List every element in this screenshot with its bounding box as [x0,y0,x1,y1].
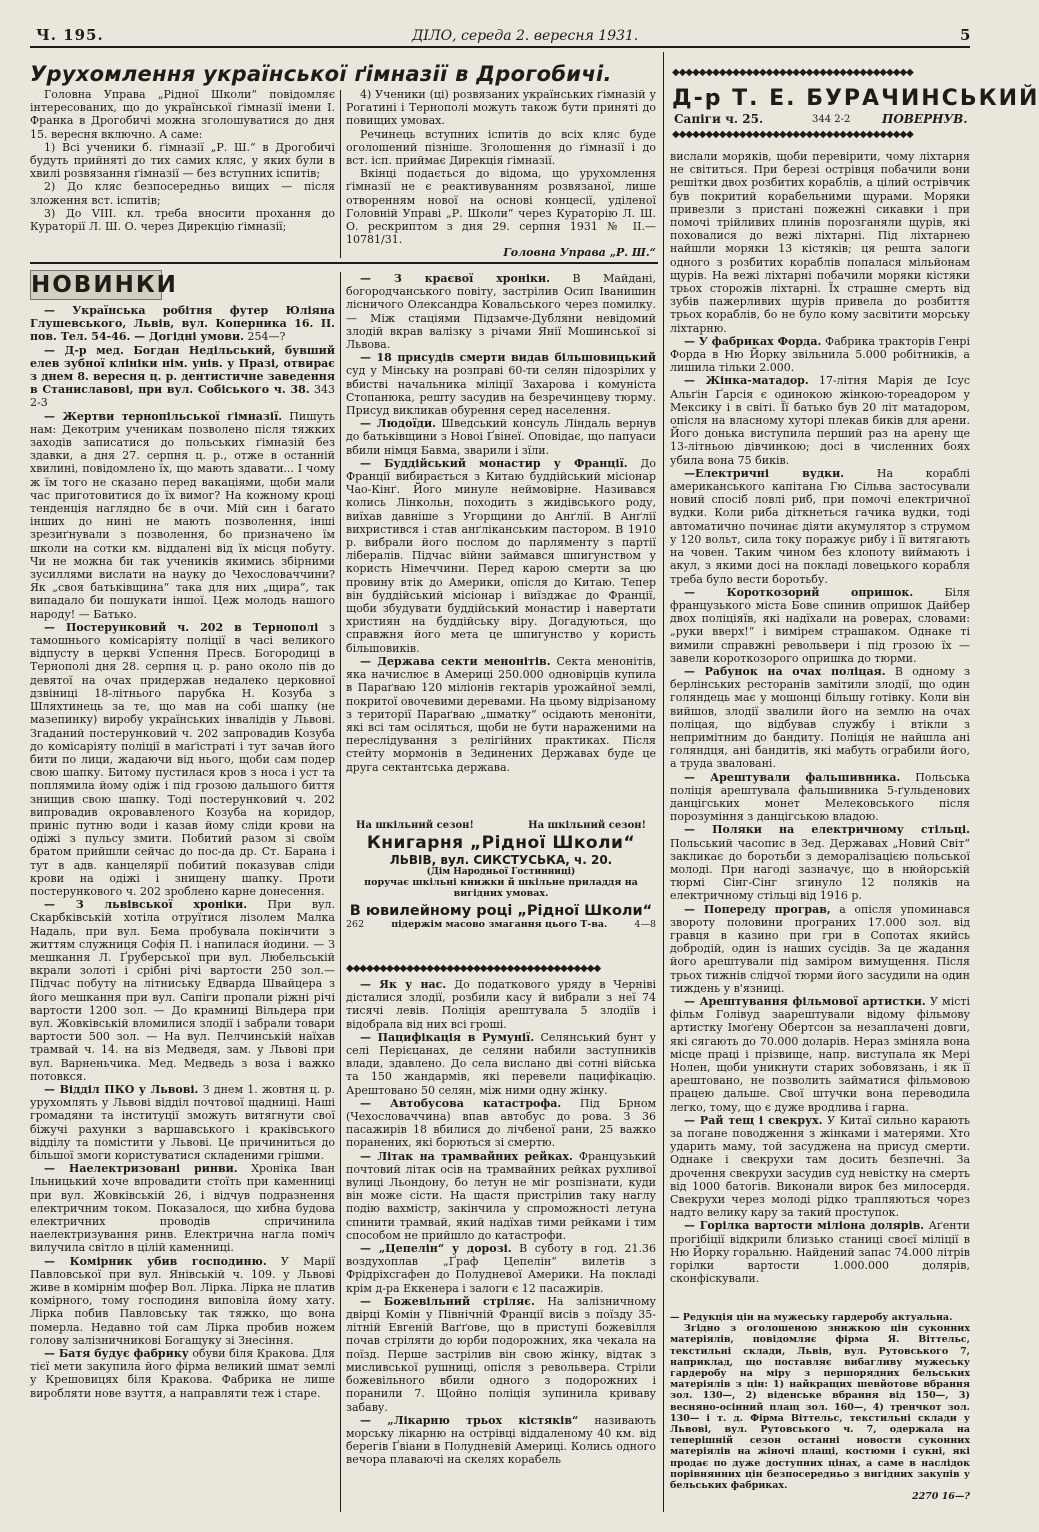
headline-article-col-1 [30,88,335,258]
news-item [670,335,970,375]
news-item [346,1150,656,1242]
news-item [30,410,335,621]
news-item-title: — Постерунковий ч. 202 в Тернополі [44,620,319,634]
news-item-text: 17-літня Марія де Ісус Альґін Ґарсія є одинокою жінкою-тореадором у Мексику і в світі. Її батько був 20 літ матадором, опісля на власному хуторі плекав биків для арени. Його донька виступила перший раз на арену ще 13-літньою дівчинкою; досі в численних боях убила вона 75 биків. [670,374,971,467]
news-item-title: — У фабриках Форда. [684,334,822,348]
news-column-left [30,304,335,1514]
column-rule-right [663,52,664,1512]
paragraph: 3) До VIII. кл. треба вносити прохання до Кураторії Л. Ш. О. через Дирекцію ґімназії; [30,206,335,234]
news-item-text: суд у Мінську на розправі 60-ти селян підозрілих у вбистві начальника міліції Захарова і комуніста Стопанюка, решту засудив на безречинцеву тюрму. Присуд викликав обурення серед населення. [346,364,656,418]
news-item [30,621,335,898]
news-item-text: В суботу в год. 21.36 воздухоплав „Ґраф Цепелін“ вилетів з Фрідріхсгафен до Полудневої Америки. На покладі крім д-ра Еккенера і залоги є 12 пасажирів. [346,1242,657,1295]
bookstore-offer: поручає шкільні книжки й шкільне приладдя на вигідних умовах. [364,877,638,899]
news-item [30,898,335,1083]
news-item-title: — Жінка-матадор. [684,374,809,388]
news-item-text: Фабрика тракторів Генрі Форда в Ню Йорку звільнила 5.000 робітників, а лишила тільки 2.000. [670,334,970,375]
bookstore-ad [346,820,656,960]
news-item-text: До податкового уряду в Черніві дісталися злодії, розбили касу й вибрали з неї 74 тисячі левів. Поліція арештувала 5 злодіїв і відобрала від них всі гроші. [346,978,656,1031]
season-line [346,820,656,831]
news-item-text: 343 2-3 [30,383,335,410]
news-item [670,374,970,466]
news-item-text: Аґенти прогібіції відкрили близько станиці своєї міліції в Ню Йорку горальню. Найдений запас 74.000 літрів горілки вартости 1.000.000 долярів, сконфіскували. [670,1219,970,1286]
news-item-text: У місті фільм Голівуд заарештували відому фільмову артистку Імоґену Обертсон за незаплачені довги, які сягають до 70.000 доларів. Нераз зміняла вона місце праці і прізвище, напр. виступала як Мері Нолен, щоби уникнути старих зобовязань, і як її арештовано, не позволить займатися фільмовою працею дальше. Свої штучки вона переводила легко, тому, що є дуже вродлива і гарна. [670,995,970,1114]
news-item-title: — Українська робітня футер Юліяна Глушевського, Львів, вул. Коперника 16. II. пов. Тел. 54-46. — Догідні умови. [30,304,335,344]
news-item-text: В Майдані, богородчанського повіту, застрілив Осип Іванишин лісничого Олександра Ковальського через помилку. — Між стаціями Підзамче-Дубляни невідомий злодій вкрав валізку з річами Янії Мошинської зі Львова. [346,272,656,352]
jubilee-line: В ювилейному році „Рідної Школи“ [349,903,653,919]
news-item [346,417,656,457]
news-item-title: — Літак на трамвайних рейках. [360,1149,573,1163]
column-rule [340,90,341,258]
news-column-right [670,150,970,1310]
news-item [346,655,656,774]
news-item-title: — Божевільний стріляє. [360,1294,535,1308]
news-item-title: — Попереду програв, [684,902,831,916]
news-item [346,1242,656,1295]
news-item [30,1347,335,1400]
news-item-title: — Арештування фільмової артистки. [684,995,926,1008]
ad-border-bottom: ◆◆◆◆◆◆◆◆◆◆◆◆◆◆◆◆◆◆◆◆◆◆◆◆◆◆◆◆◆◆◆◆◆◆◆◆ [672,129,913,140]
news-item-title: — Буддійський монастир у Франції. [360,456,628,470]
paragraph: Головна Управа „Рідної Школи“ повідомляє інтересованих, що до української ґімназії імени І. Франка в Дрогобичі можна зголошуватися до дня 15. вересня включно. А саме: [30,88,335,141]
news-item [346,978,656,1031]
news-item-text: 254—? [247,330,286,344]
help-line [346,919,656,930]
ad-status: ПОВЕРНУВ. [882,112,968,126]
season-label: На шкільний сезон! [528,820,646,831]
ad-border: ◆◆◆◆◆◆◆◆◆◆◆◆◆◆◆◆◆◆◆◆◆◆◆◆◆◆◆◆◆◆◆◆◆◆◆◆◆◆ [346,963,601,974]
headline-article-col-2 [346,88,656,258]
news-item-text: Під Брном (Чехословаччина) впав автобус до рова. З 36 пасажирів 18 вбилися до лічбеної рани, 25 важко поранених, які борються зі смертю. [346,1096,656,1150]
news-item [670,771,970,824]
news-item [670,1114,970,1220]
news-item-title: — Держава секти менонітів. [360,654,551,668]
news-item-title: — Наелектризовані ринви. [44,1162,238,1176]
news-item-text: Пишуть нам: Декотрим ученикам позволено після тяжких заходів записатися до польських ґімназій без здавки, а дня 27. серпня ц. р., отже в останній хвилині, повідомлено їх, що мають здавати... І чому ж їм того не сказано перед вакаціями, щоби мали час приготовитися до їх вимог? На кожному кроці тенденція наглядно бє в очи. Мій син і багато інших до нині не мають позволення, інші зрезиґнували з позволення, бо призначено їм школи на сотки км. віддалені від їх місця побуту. Чи не можна би так учеників якимись збірними зусиллями вислати на науку до Чехословаччини? Як „своя батьківщина“ така для них „щира“, так випадало би пошукати іншої. Цеж молодь нашого народу! — Батько. [30,409,335,621]
news-item [30,344,335,410]
news-item [670,995,970,1114]
help-number: 262 [346,919,365,930]
news-item-text: У Китаї сильно карають за погане поводження з жінками і матерями. Хто ударить маму, той засуджена на присуд смерти. Однаке і свекрухи там досить безпечні. За дрочення свекрухи засудив суд невістку на смерть від 1000 батогів. Виконали вирок без милосердя. Свекрухи через молоді рідко трапляються чорез надто велику кару за такий проступок. [670,1113,970,1220]
notice-code: 2270 16—? [911,1491,970,1503]
paragraph: Речинець вступних іспитів до всіх кляс буде оголошений пізніше. Зголошення до ґімназії і до вст. ісп. приймає Дирекція ґімназії. [346,127,656,168]
header-rule [30,46,970,48]
paragraph: 2) До кляс безпосередньо вищих — після зложення вст. іспитів; [30,180,335,207]
news-item [346,351,656,417]
page-issue-number: Ч. 195. [36,26,104,44]
paragraph: 1) Всі ученики б. ґімназії „Р. Ш.“ в Дрогобичі будуть прийняті до тих самих кляс, у яких були в хвилі розвязання ґімназії — без вступних іспитів; [30,140,335,181]
news-item [346,1414,656,1467]
news-item-text: Біля французького міста Бове спинив опришок Дайбер двох поліціяїв, які надїхали на роверах, словами: „руки вверх!“ і вимірем страшаком. Однаке ті вимили справжні револьвери і під грозою їх — завели короткозорого опришка до тюрми. [670,585,970,665]
news-item-title: — Рай тещ і свекрух. [684,1113,823,1127]
help-text: підержім масово змагання цього Т-ва. [391,919,608,930]
notice-title: — Редукція цін на мужеську гардеробу актуальна. [670,1312,953,1323]
news-item-title: — Відділ ПКО у Львові. [44,1082,199,1096]
news-item-text: називають морську лікарню на острівці віддаленому 40 км. від берегів Ґвіани в Полудневій Америці. Колись одного вечора плаваючі на скелях корабель [346,1413,657,1467]
news-item-text: Секта менонітів, яка начислює в Америці 250.000 одновірців купила в Параґваю 120 міліонів гектарів урожайної землі, покритої овочевими деревами. На цьому відрізаному з території Параґваю „шматку“ осідають меноніти, які всі там осіляться, щоби не бути нараженими на переслідування з релігійних практиках. Після стейту мормонів в Зединених Державах буде це друга сектантська держава. [346,654,657,774]
news-item-title: — „Лікарню трьох кістяків“ [360,1413,579,1427]
news-item-title: — Поляки на електричному стільці. [684,823,970,837]
bookstore-address: ЛЬВІВ, вул. СИКСТУСЬКА, ч. 20. [389,853,613,867]
news-item-title: — Комірник убив господиню. [44,1254,267,1268]
news-column-middle-top [346,272,656,816]
news-item-title: — Жертви тернопільської ґімназії. [44,409,283,423]
page-number: 5 [960,26,971,44]
news-item [670,1219,970,1285]
news-item [30,1162,335,1254]
news-item-text: В одному з берлінських ресторанів замітили злодії, що один голяндець має у мошонці більшу готівку. Коли він вийшов, злодії звалили його на землю на очах поліцая, що відбував службу і втікли з непримітним до бандиту. Поліція не найшла ані голяндця, ані бандитів, які мабуть ограбили його, а труда зваловані. [670,664,970,771]
news-item [346,272,656,351]
notice-text: Згідно з оголошеною знижкою цін суконних матеріялів, повідомляє фірма Я. Віттельс, текстильні склади, Львів, вул. Рутовського 7, наприклад, що поставляє вибагливу мужеську гардеробу на міру з першорядних бельських матеріялів з цін: 1) найкращих шевйотове вбрання зол. 130—, 2) віденське вбрання від 150—, 3) весняно-осінний плащ зол. 160—, 4) тренчкот зол. 130— і т. д. Фірма Віттельс, текстильні склади у Львові, вул. Рутовського ч. 7, одержала на теперішній сезон останні новости суконних матеріялів на жіночі плащі, костюми і сукні, які продає по дуже доступних цінах, а саме в наслідок порівнянних цін безпосередньо з вигідних закупів у бельських фабриках. [670,1323,970,1492]
ad-doctor-name: Д-р Т. Е. БУРАЧИНСЬКИЙ [672,86,1039,111]
news-item [670,665,970,771]
news-item [30,1083,335,1162]
news-item-text: Селянський бунт у селі Перієцанах, де селяни набили заступників влади, здавлено. До села вислано дві сотні війська та 150 жандармів, які перевели пацифікацію. Арештовано 50 селян, між ними одну жінку. [346,1030,657,1097]
news-item-text: а опісля упоминався звороту половини програних 17.000 зол. від гравця в казино при гри в Сопотах якийсь добродій, один із наших сусідів. За це жадання його арештували під заміром вимущення. Після трьох тижнів слідчої тюрми його засудили на один тиждень у в'язниці. [670,902,971,995]
news-item-text: Французький почтовий літак осів на трамвайних рейках рухливої вулиці Льондону, бо летун не міг розпізнати, куди він може сісти. На щастя пристрілив таку наглу подію вахмістр, закінчила у спроможності летуна спинити трамвай, який надїхав тими рейками і тим способом не прийшло до катастрофи. [346,1149,656,1242]
bookstore-house: (Дім Народньої Гостинниці) [426,867,576,877]
news-item-text: З днем 1. жовтня ц. р. урухомлять у Львові відділ почтової щадниці. Наші громадяни та інституції зможуть витягнути свої біжучі рахунки з варшавського і краківського відділу та помістити у Львові. Це причиниться до більшої змоги користуватися складеними грішми. [30,1082,336,1162]
news-item-text: Хроніка Іван Ільницький хоче впровадити стоїть при каменниці при вул. Жовківській 26, і відчув подразнення електричним током. Показалося, що хибна будова електричних проводів спричинила наелектризування ринв. Електрична нагла поміч вилучила світло в цілій каменниці. [30,1162,336,1255]
news-item-title: — „Цепелін“ у дорозі. [360,1242,512,1256]
news-item [346,1295,656,1414]
news-item [346,1031,656,1097]
news-item [670,150,970,335]
section-rule [30,262,658,264]
news-item [670,586,970,665]
news-item-title: — Д-р мед. Богдан Недільський, бувший елев зубної клініки нім. унів. у Празі, отвирає з днем 8. вересня ц. р. дентистичне заведення в Станиславові, при вул. Собіського ч. 38. [30,343,335,397]
news-item-title: — Автобусова катастрофа. [360,1096,562,1110]
news-item-title: — Арештували фальшивника. [684,770,901,784]
bookstore-name: Книгарня „Рідної Школи“ [366,833,636,853]
column-rule [340,272,341,1512]
news-column-middle-bottom [346,978,656,1514]
news-item-title: — Горілка вартости міліона долярів. [684,1219,925,1233]
clothing-notice [670,1312,970,1512]
news-item-title: — 18 присудів смерти видав більшовицький [360,351,656,365]
headline: Урухомлення української ґімназії в Дрогобичі. [30,62,612,86]
news-item-title: — Рабунок на очах поліцая. [684,664,886,678]
news-item-title: — Пацифікація в Румунії. [360,1030,535,1044]
signature: Головна Управа „Р. Ш.“ [503,246,656,260]
help-code: 4—8 [634,919,656,930]
news-item-text: Шведський консуль Ліндаль вернув до батьківщини з Новоі Ґвінеї. Оповідає, що папуаси вбили німця Бавма, зварили і зїли. [346,417,656,457]
news-item [346,1097,656,1150]
news-item [30,1255,335,1347]
news-item-text: вислали моряків, щоби перевірити, чому ліхтарня не світиться. При березі острівця побачили вони решітки двох розбитих кораблів, а цілий острівчик був покритий корабельними щурами. Моряки привезли з пристані пожежні сикавки і при помочі трійливих плинів порозганяли щурів, які поховалися до вежі ліхтарні. Під ліхтарнею найшли моряки 13 кістяків; ця решта залоги одного з розбитих кораблів попалася мільйонам щурів. На вежі ліхтарні побачили моряки кістяки трьох сторожів ліхтарні. Їх страшне смерть від зубів пажерливих щурів привела до розбиття трьох кораблів, бо не було кому засвітити морську ліхтарню. [670,150,970,335]
news-item-text: з тамошнього комісаріяту поліції в часі великого відпусту в церкві Успення Пресв. Богородиці в Тернополі дня 28. серпня ц. р. рано около пів до девятої на очах придержав недалеко церковної дзвіниці 18-літнього парубка Н. Козуба з Шляхтинець за те, що мав на собі шапку (не мазепинку) виробу українських інвалідів у Львові. Згаданий постерунковий ч. 202 запровадив Козуба до комісаріяту поліції в маґістраті і тут зачав його бити по лици, жадаючи від нього, щоби сам подер свою шапку. Битому пустилася кров з носа і уст та поплямила йому одіж і під грозою дальшого биття знищив свою шапку. Тоді постерунковий ч. 202 випровадив окровавленого Козуба на коридор, приніс путню води і казав йому сліди крови на одіжі з пульсу змити. Побитий разом зі своїм братом прийшли сейчас до пос-да др. Ст. Барана і тут в адв. канцелярії побитий показував сліди крови на одіжі і знищену шапку. Проти постерункового ч. 202 зроблено карне донесення. [30,620,336,898]
ad-code: 344 2-2 [812,114,851,125]
section-title-novinky: НОВИНКИ [31,272,178,298]
news-item-title: — З львівської хроніки. [44,898,248,912]
news-item-title: — Батя будує фабрику [44,1347,189,1361]
news-item-text: При вул. Скарбківській хотіла отруїтися лізолем Малка Надаль, при вул. Бема пробувала покінчити з життям служниця Софія П. і напилася йодини. — З мешкання Л. Ґруберської при вул. Любельській вкрали золоті і срібні річі вартости 250 зол.—Підчас побуту на літниську Едварда Швайцера з його мешкання при вул. Сапіги пропали ріжні річі вартости 1200 зол. — До крамниці Вільдера при вул. Жовківській вломилися злодії і забрали товари вартости 500 зол. — На вул. Пелчинській наїхав трамвай ч. 14. на віз Медведя, зам. у Львові при вул. Варненьчика. Мед. Медведь з воза і важко потовкся. [30,898,335,1083]
news-item-title: — Короткозорий опришок. [684,585,914,599]
news-item [670,903,970,995]
masthead-line: ДІЛО, середа 2. вересня 1931. [412,28,639,44]
news-item-text: Польський часопис в Зед. Державах „Новий Світ“ закликає до боротьби з деморалізацією польської молоді. При нагоді зазначує, що в нюйорській тюрмі Сінг-Сінг згинуло 12 поляків на електричному стільці від 1916 р. [670,836,970,903]
season-label: На шкільний сезон! [356,820,474,831]
news-item [670,823,970,902]
news-item [346,457,656,655]
news-item-title: — Як у нас. [360,978,447,991]
news-item-text: Польська поліція арештувала фальшивника 5-ґульденових данцігських монет Мелековського після порозуміння з данцігською владою. [670,770,970,824]
news-item-text: На залізничному двірці Комін у Північній Франції висів з поїзду 35-літній Евгеній Ваґґове, що в приступі божевілля почав стріляти до юрби подорожних, яка чекала на поїзд. Перше застрілив він свою жінку, відтак з мисливської рушниці, опісля з револьвера. Стріли божевільного вбили одного з подорожних і поранили 7. Щойно поліція зупинила криваву забаву. [346,1294,656,1414]
news-item-title: — З краєвої хроніки. [360,272,550,285]
news-item-text: У Марії Павловської при вул. Янівській ч. 109. у Львові живе в комірнім шофер Вол. Лірка. Лірка не платив комірного, тому господиня виповіла йому хату. Лірка побив Павловську так тяжко, що вона померла. Недавно той сам Лірка пробив ножем голову залізничникові Богащуку зі Знесіння. [30,1254,335,1347]
news-item-text: До Франції вибирається з Китаю буддійський місіонар Чао-Кінґ. Його минуле неймовірне. Називався колись Лінкольн, походить з жидівського роду, виїхав давніше з Угорщини до Анґлії. В Анґлії вихристився і став анґліканським пастором. В 1910 р. вибрали його послом до парляменту з партії лібералів. Підчас війни займався шпигунством у користь Німеччини. Перед карою смерти за цю провину втік до Америки, опісля до Китаю. Тепер він буддійський місіонар і виїзджає до Франції, щоби збудувати буддійський монастир і навертати християн на буддійську віру. Догадуються, що справжня його мета це шпигунство у користь більшовиків. [346,456,656,655]
news-item [670,467,970,586]
news-item-title: — Людоїди. [360,417,436,431]
ad-border-top: ◆◆◆◆◆◆◆◆◆◆◆◆◆◆◆◆◆◆◆◆◆◆◆◆◆◆◆◆◆◆◆◆◆◆◆◆ [672,67,913,78]
news-item-text: обуви біля Кракова. Для тієї мети закупила його фірма великий шмат землі у Крешовицях біля Кракова. Фабрика не лише виробляти нове взуття, а направляти теж і старе. [30,1347,335,1400]
news-item [30,304,335,344]
ad-address: Сапіги ч. 25. [674,112,764,126]
news-item-title: —Електричні вудки. [684,466,845,480]
news-item-text: На кораблі американського капітана Гю Сільва застосували новий спосіб ловлі риб, при помочі електричної вудки. Коли риба діткнеться гачика вудки, тоді автоматично починає діяти акумулятор з струмом у 120 вольт, сила току поражує рибу і її витягають на човен. Таким чином без клопоту виймають і акул, з якими досі на покладі ловецького корабля треба було вести боротьбу. [670,466,971,586]
paragraph: 4) Ученики (ці) розвязаних українських ґімназій у Рогатині і Тернополі можуть також бути приняті до повищих умовах. [346,88,656,128]
paragraph: Вкінці подається до відома, що урухомлення ґімназії не є реактивуванням розвязаної, лише отворенням нової на основі концесії, уділеної Головній Управі „Р. Школи“ через Кураторію Л. Ш. О. рескриптом з дня 29. серпня 1931 № II.—10781/31. [346,167,656,247]
